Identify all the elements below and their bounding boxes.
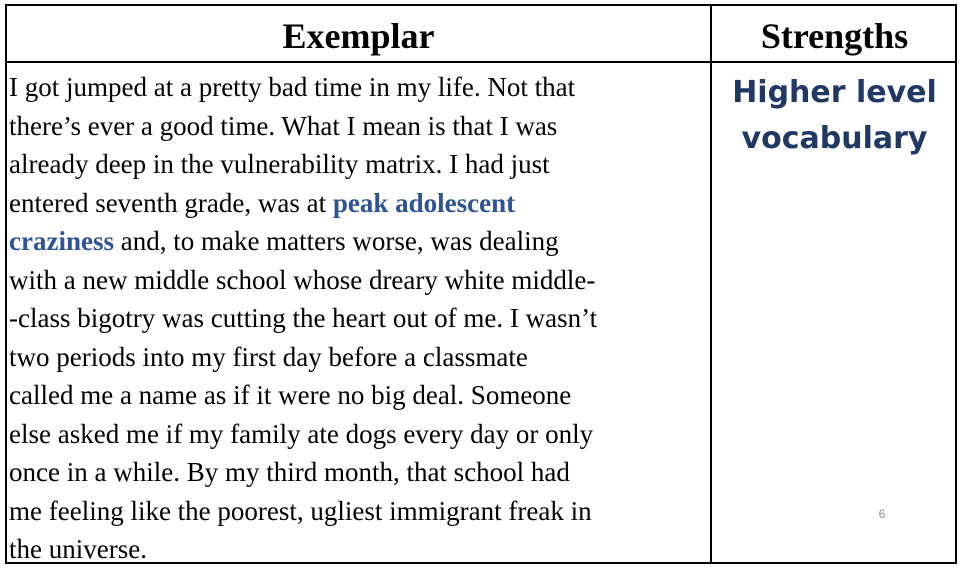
- passage-text: entered seventh grade, was at: [9, 187, 333, 218]
- exemplar-passage: [9, 68, 709, 569]
- passage-line: called me a name as if it were no big deal. Someone: [9, 380, 572, 410]
- passage-line: there’s ever a good time. What I mean is that I was: [9, 110, 558, 141]
- highlighted-phrase: peak adolescent: [332, 187, 516, 218]
- passage-line: me feeling like the poorest, ugliest immigrant freak in: [9, 495, 592, 526]
- passage-line: -class bigotry was cutting the heart out of me. I wasn’t: [9, 303, 598, 333]
- passage-line: once in a while. By my third month, that school had: [9, 457, 570, 487]
- passage-line: else asked me if my family ate dogs every day or only: [9, 418, 594, 449]
- passage-line: [9, 222, 709, 261]
- header-strengths: Strengths: [760, 16, 909, 56]
- passage-line: [9, 184, 709, 223]
- passage-line: I got jumped at a pretty bad time in my life. Not that: [9, 72, 576, 102]
- strength-line: Higher level: [732, 75, 937, 110]
- strength-note: [712, 70, 957, 162]
- passage-text: and, to make matters worse, was dealing: [113, 226, 559, 256]
- strength-line: vocabulary: [741, 121, 928, 156]
- header-divider: [5, 61, 957, 63]
- page-number: 6: [878, 507, 886, 521]
- highlighted-phrase: craziness: [9, 226, 114, 256]
- passage-line: two periods into my first day before a classmate: [9, 341, 528, 372]
- passage-line: the universe.: [9, 534, 147, 564]
- header-exemplar: Exemplar: [282, 16, 435, 56]
- passage-line: already deep in the vulnerability matrix. I had just: [9, 149, 550, 179]
- passage-line: with a new middle school whose dreary white middle-: [9, 264, 596, 295]
